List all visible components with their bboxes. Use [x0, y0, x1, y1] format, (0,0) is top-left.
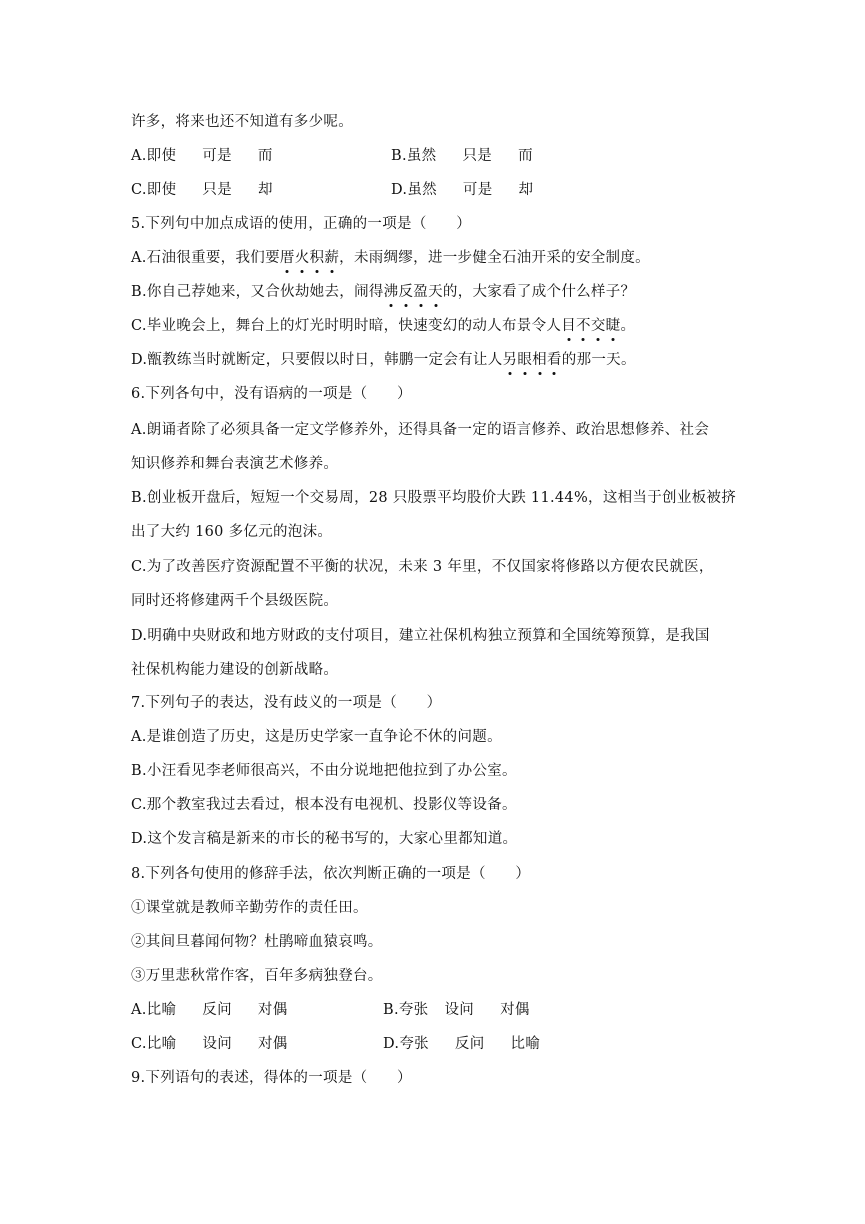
- q6-option-a-line-1: A.朗诵者除了必须具备一定文学修养外，还得具备一定的语言修养、政治思想修养、社会: [131, 422, 710, 438]
- q5-option-a: A.石油很重要，我们要厝火积薪，未雨绸缪，进一步健全石油开采的安全制度。: [131, 250, 650, 266]
- q6-option-b-line-1: B.创业板开盘后，短短一个交易周，28 只股票平均股价大跌 11.44%，这相当于创业板被挤: [131, 490, 737, 506]
- question-5: 5.下列句中加点成语的使用，正确的一项是（ ）: [131, 216, 472, 232]
- q6-option-c-line-1: C.为了改善医疗资源配置不平衡的状况，未来 3 年里，不仅国家将修路以方便农民就医，: [131, 559, 714, 575]
- q5-option-c: C.毕业晚会上，舞台上的灯光时明时暗，快速变幻的动人布景令人目不交睫。: [131, 318, 636, 334]
- q6-option-c-line-2: 同时还将修建两千个县级医院。: [131, 593, 339, 609]
- q8-option-b: B.夸张 设问 对偶: [383, 1002, 530, 1018]
- q4-option-a: A.即使 可是 而: [131, 148, 273, 164]
- q8-sentence-1: ①课堂就是教师辛勤劳作的责任田。: [131, 900, 368, 916]
- question-7: 7.下列句子的表达，没有歧义的一项是（ ）: [131, 695, 442, 711]
- q6-option-b-line-2: 出了大约 160 多亿元的泡沫。: [131, 524, 333, 540]
- q8-sentence-3: ③万里悲秋常作客，百年多病独登台。: [131, 968, 383, 984]
- q5-option-b: B.你自己荐她来，又合伙劫她去，闹得沸反盈天的，大家看了成个什么样子？: [131, 284, 636, 300]
- q8-option-d: D.夸张 反问 比喻: [383, 1036, 541, 1052]
- question-8: 8.下列各句使用的修辞手法，依次判断正确的一项是（ ）: [131, 866, 531, 882]
- text-line: 许多，将来也还不知道有多少呢。: [131, 114, 353, 130]
- q4-option-d: D.虽然 可是 却: [391, 182, 534, 198]
- q6-option-d-line-1: D.明确中央财政和地方财政的支付项目，建立社保机构独立预算和全国统筹预算，是我国: [131, 628, 710, 644]
- q5-option-d: D.甑教练当时就断定，只要假以时日，韩鹏一定会有让人另眼相看的那一天。: [131, 352, 636, 368]
- q8-option-a: A.比喻 反问 对偶: [131, 1002, 288, 1018]
- q6-option-d-line-2: 社保机构能力建设的创新战略。: [131, 662, 339, 678]
- q4-option-b: B.虽然 只是 而: [391, 148, 533, 164]
- question-6: 6.下列各句中，没有语病的一项是（ ）: [131, 386, 412, 402]
- q7-option-c: C.那个教室我过去看过，根本没有电视机、投影仪等设备。: [131, 797, 517, 813]
- q7-option-a: A.是谁创造了历史，这是历史学家一直争论不休的问题。: [131, 729, 502, 745]
- question-9: 9.下列语句的表述，得体的一项是（ ）: [131, 1070, 412, 1086]
- q8-option-c: C.比喻 设问 对偶: [131, 1036, 288, 1052]
- q7-option-b: B.小汪看见李老师很高兴，不由分说地把他拉到了办公室。: [131, 763, 517, 779]
- q7-option-d: D.这个发言稿是新来的市长的秘书写的，大家心里都知道。: [131, 831, 518, 847]
- q8-sentence-2: ②其间旦暮闻何物？杜鹃啼血猿哀鸣。: [131, 934, 383, 950]
- q4-option-c: C.即使 只是 却: [131, 182, 273, 198]
- q6-option-a-line-2: 知识修养和舞台表演艺术修养。: [131, 456, 339, 472]
